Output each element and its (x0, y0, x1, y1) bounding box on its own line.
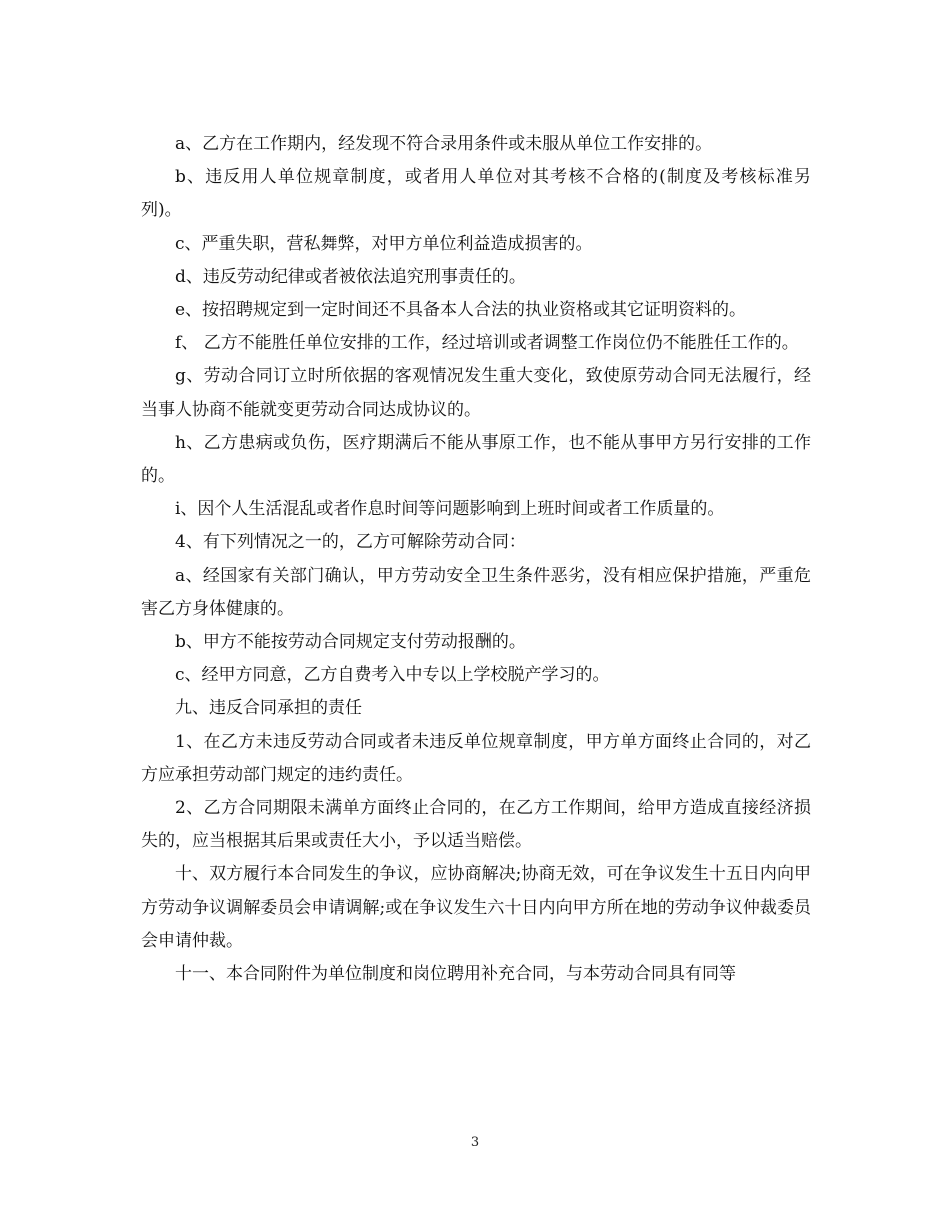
section-heading-9: 九、违反合同承担的责任 (175, 698, 362, 719)
document-body (141, 128, 811, 991)
paragraph-item-4: 4、有下列情况之一的，乙方可解除劳动合同： (175, 532, 526, 553)
paragraph-clause-i: i、因个人生活混乱或者作息时间等问题影响到上班时间或者工作质量的。 (175, 499, 725, 520)
paragraph-section-9-item-2: 2、乙方合同期限未满单方面终止合同的，在乙方工作期间，给甲方造成直接经济损失的，应当根据其后果或责任大小，予以适当赔偿。 (141, 798, 811, 852)
paragraph-section-11: 十一、本合同附件为单位制度和岗位聘用补充合同，与本劳动合同具有同等 (175, 964, 736, 985)
paragraph-section-9-item-1: 1、在乙方未违反劳动合同或者未违反单位规章制度，甲方单方面终止合同的，对乙方应承担劳动部门规定的违约责任。 (141, 731, 811, 785)
paragraph-clause-a: a、乙方在工作期内，经发现不符合录用条件或未服从单位工作安排的。 (175, 134, 713, 154)
paragraph-clause-b: b、违反用人单位规章制度，或者用人单位对其考核不合格的(制度及考核标准另列)。 (141, 167, 811, 221)
paragraph-item-4-b: b、甲方不能按劳动合同规定支付劳动报酬的。 (175, 632, 526, 653)
paragraph-clause-f: f、 乙方不能胜任单位安排的工作，经过培训或者调整工作岗位仍不能胜任工作的。 (175, 333, 799, 354)
paragraph-item-4-a: a、经国家有关部门确认，甲方劳动安全卫生条件恶劣，没有相应保护措施，严重危害乙方身体健康的。 (141, 565, 811, 619)
paragraph-clause-e: e、按招聘规定到一定时间还不具备本人合法的执业资格或其它证明资料的。 (175, 300, 747, 321)
page-number: 3 (470, 1135, 480, 1150)
paragraph-clause-d: d、违反劳动纪律或者被依法追究刑事责任的。 (175, 266, 526, 287)
paragraph-clause-g: g、劳动合同订立时所依据的客观情况发生重大变化，致使原劳动合同无法履行，经当事人协商不能就变更劳动合同达成协议的。 (141, 366, 811, 420)
paragraph-section-10: 十、双方履行本合同发生的争议，应协商解决;协商无效，可在争议发生十五日内向甲方劳动争议调解委员会申请调解;或在争议发生六十日内向甲方所在地的劳动争议仲裁委员会申请仲裁。 (141, 864, 811, 951)
paragraph-clause-c: c、严重失职，营私舞弊，对甲方单位利益造成损害的。 (175, 233, 593, 254)
paragraph-item-4-c: c、经甲方同意，乙方自费考入中专以上学校脱产学习的。 (175, 665, 610, 686)
paragraph-clause-h: h、乙方患病或负伤，医疗期满后不能从事原工作，也不能从事甲方另行安排的工作的。 (141, 432, 811, 487)
